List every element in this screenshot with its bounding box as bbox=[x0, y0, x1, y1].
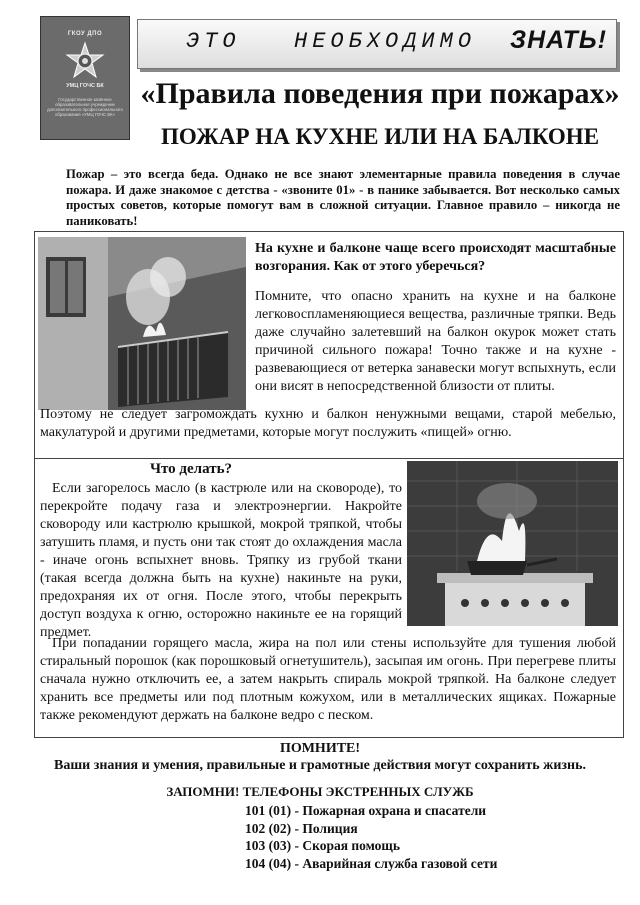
banner-word-1: ЭТО bbox=[186, 29, 241, 54]
logo-name: УМЦ ГОЧС БК bbox=[66, 83, 104, 89]
logo-abbr: ГКОУ ДПО bbox=[67, 31, 103, 37]
phone-gas: 104 (04) - Аварийная служба газовой сети bbox=[245, 855, 498, 871]
remember-block bbox=[20, 740, 620, 774]
section-1-paragraph-continued: Поэтому не следует загромождать кухню и балкон ненужными вещами, старой мебелью, макулатурой и другими предметами, которые могут послужить «пищей» огню. bbox=[40, 407, 616, 440]
emblem-icon bbox=[65, 41, 105, 81]
balcony-fire-photo bbox=[38, 237, 246, 410]
section-2-heading: Что делать? bbox=[150, 461, 233, 477]
remember-title: ПОМНИТЕ! bbox=[279, 741, 361, 756]
stove-fire-illustration bbox=[407, 461, 618, 626]
banner-word-3: ЗНАТЬ! bbox=[510, 26, 607, 54]
logo-subtitle: Государственное казённое образовательное учреждение дополнительного профессионального образования «УМЦ ГОЧС БК» bbox=[47, 97, 123, 118]
emergency-title: ЗАПОМНИ! ТЕЛЕФОНЫ ЭКСТРЕННЫХ СЛУЖБ bbox=[166, 784, 474, 799]
emergency-phone-list bbox=[245, 802, 625, 872]
intro-paragraph: Пожар – это всегда беда. Однако не все знают элементарные правила поведения в случае пожара. И даже знакомое с детства - «звоните 01» - в панике забывается. Вот несколько самых простых советов, которые помогут вам в сложной ситуации. Главное правило – никогда не паниковать! bbox=[66, 167, 620, 228]
section-1-question: На кухне и балконе чаще всего происходят масштабные возгорания. Как от этого уберечься? bbox=[255, 241, 616, 274]
balcony-fire-illustration bbox=[38, 237, 246, 410]
logo bbox=[40, 16, 130, 140]
remember-text: Ваши знания и умения, правильные и грамотные действия могут сохранить жизнь. bbox=[54, 758, 586, 773]
phone-police: 102 (02) - Полиция bbox=[245, 820, 358, 836]
section-1-paragraph: Помните, что опасно хранить на кухне и на балконе легковоспламеняющиеся вещества, различные тряпки. Ведь даже случайно залетевший на балкон окурок может стать причиной сильного пожара! Точно также и на кухне - развевающиеся от ветерка занавески могут вспыхнуть, если они висят в непосредственной близости от плиты. bbox=[255, 289, 616, 394]
stove-fire-photo bbox=[407, 461, 618, 626]
page-title: «Правила поведения при пожарах» bbox=[140, 77, 620, 110]
section-2-paragraph: Если загорелось масло (в кастрюле или на сковороде), то перекройте подачу газа и электроэнергии. Накройте сковороду или кастрюлю крышкой, мокрой тряпкой, чтобы затушить пламя, и пусть они так стоят до охлаждения масла - иначе огонь вспыхнет вновь. Тряпку из грубой ткани (такая всегда должна быть на кухне) накиньте на руки, предохраняя их от огня. После этого, чтобы перекрыть доступ воздуха к огню, осторожно накиньте ее на горящий предмет. bbox=[40, 481, 402, 640]
phone-ambulance: 103 (03) - Скорая помощь bbox=[245, 838, 400, 853]
section-2-paragraph-2: При попадании горящего масла, жира на пол или стены используйте для тушения любой стиральный порошок (как порошковый огнетушитель), засыпая им огонь. При перегреве плиты сначала нужно отключить ее, а затем накрыть спираль мокрой тряпкой. На балконе следует хранить все предметы или под плотным кожухом, или в металлических ящиках. Пожарные также рекомендуют держать на балконе ведро с песком. bbox=[40, 636, 616, 723]
phone-fire: 101 (01) - Пожарная охрана и спасатели bbox=[245, 803, 487, 818]
page-subtitle: ПОЖАР НА КУХНЕ ИЛИ НА БАЛКОНЕ bbox=[160, 124, 600, 149]
banner bbox=[137, 19, 617, 69]
banner-word-2: НЕОБХОДИМО bbox=[294, 29, 477, 54]
